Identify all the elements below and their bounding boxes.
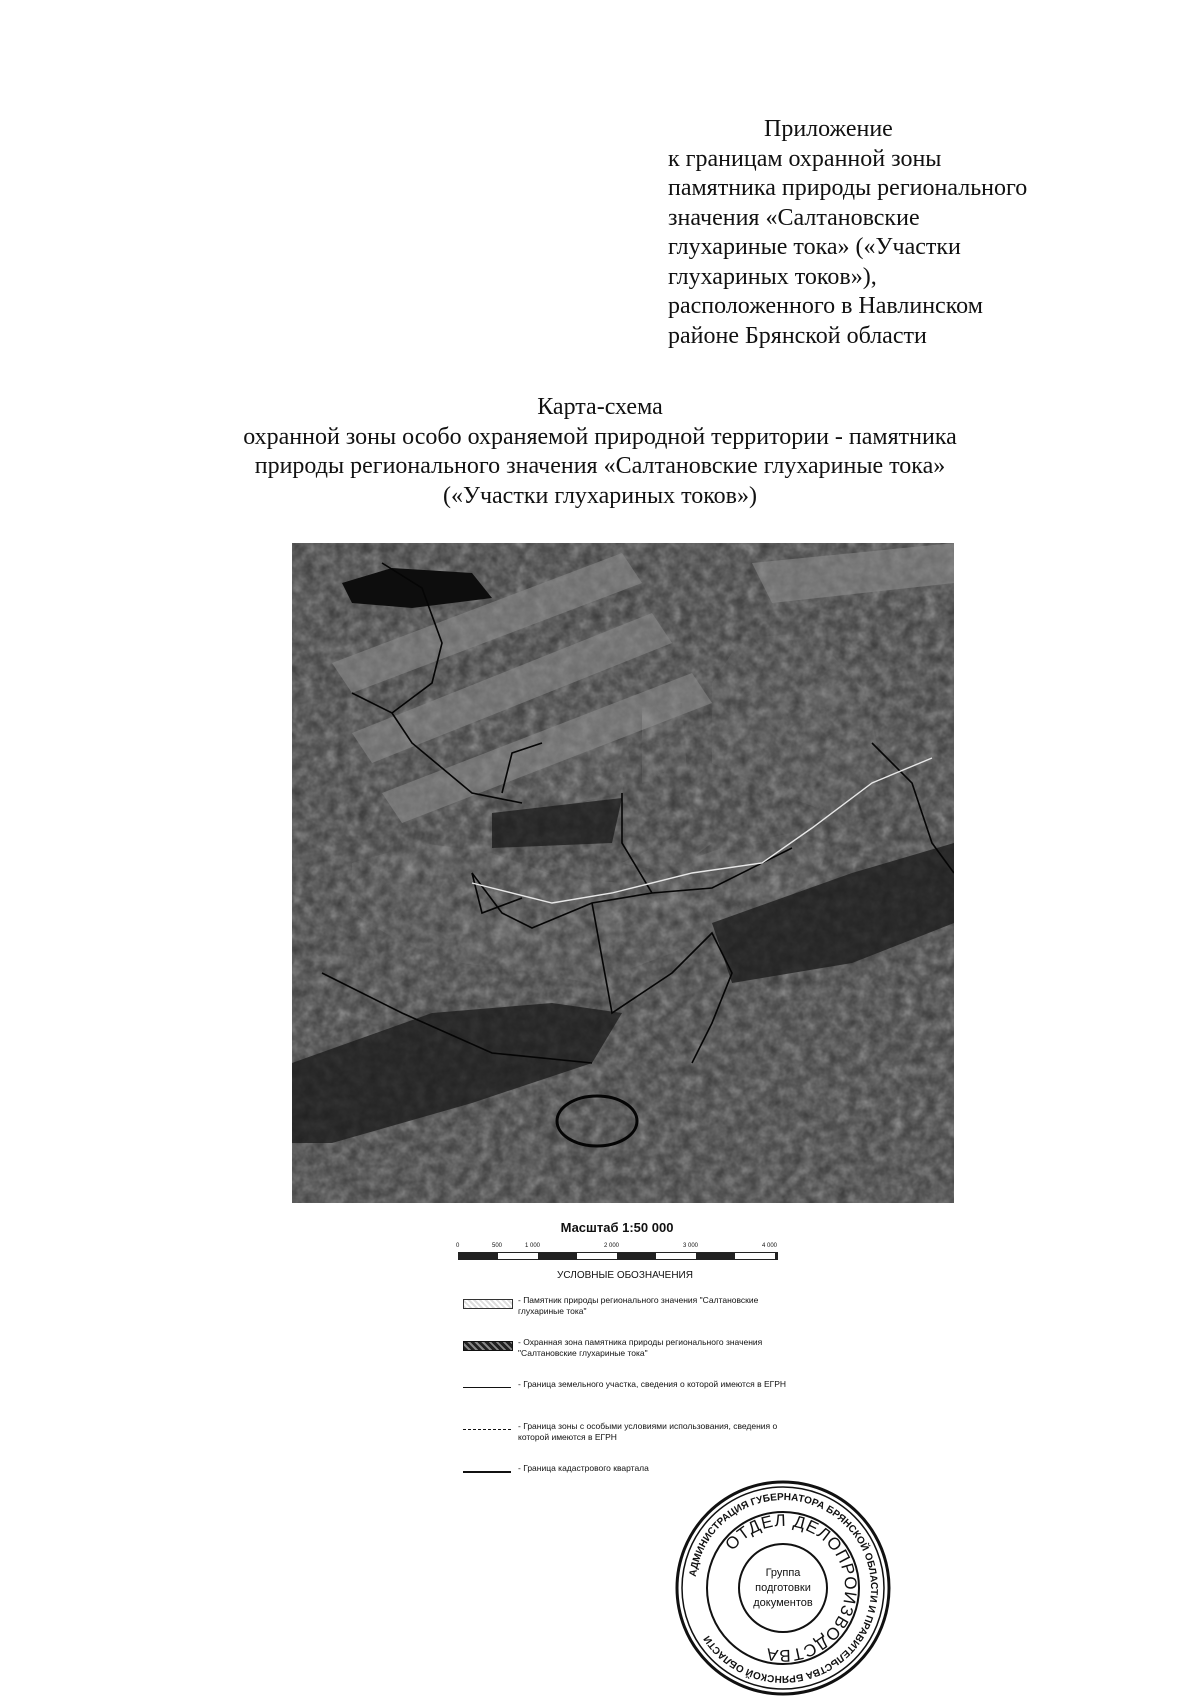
title-line: Карта-схема — [537, 394, 663, 420]
document-title — [150, 393, 1050, 511]
legend-text: - Охранная зона памятника природы регионального значения "Салтановские глухариные тока" — [518, 1337, 763, 1358]
appendix-line: глухариные тока» («Участки — [668, 234, 961, 260]
nature-monument-symbol — [463, 1299, 513, 1309]
legend-text: - Граница земельного участка, сведения о которой имеются в ЕГРН — [518, 1379, 787, 1389]
protection-zone-symbol — [463, 1341, 513, 1351]
appendix-line: глухариных токов»), — [668, 263, 877, 290]
scale-tick: 500 — [492, 1243, 503, 1249]
map-legend — [455, 1270, 795, 1505]
special-zone-line-symbol — [463, 1429, 511, 1430]
scale-title: Масштаб 1:50 000 — [560, 1220, 674, 1235]
appendix-line: к границам охранной зоны — [668, 145, 942, 172]
map-image — [292, 543, 954, 1203]
scale-tick: 4 000 — [762, 1243, 778, 1249]
legend-item — [455, 1379, 795, 1409]
title-line: охранной зоны особо охраняемой природной территории - памятника — [243, 423, 957, 450]
stamp-center-line: документов — [753, 1597, 813, 1609]
satellite-map — [292, 543, 954, 1203]
legend-item — [455, 1421, 795, 1451]
official-stamp — [673, 1478, 893, 1698]
stamp-ring-text: ОТДЕЛ ДЕЛОПРОИЗВОДСТВА — [721, 1510, 861, 1666]
appendix-line: значения «Салтановские — [668, 204, 920, 231]
stamp-seal-icon — [673, 1478, 893, 1698]
legend-text: - Граница зоны с особыми условиями использования, сведения о которой имеются в ЕГРН — [518, 1421, 778, 1442]
scale-tick: 2 000 — [604, 1243, 620, 1249]
scale-tick: 3 000 — [683, 1243, 699, 1249]
appendix-line: расположенного в Навлинском — [668, 293, 983, 319]
stamp-center-line: подготовки — [755, 1582, 811, 1594]
legend-item — [455, 1295, 795, 1325]
scale-tick: 1 000 — [525, 1243, 541, 1249]
appendix-line: районе Брянской области — [668, 322, 927, 349]
appendix-block — [668, 115, 1088, 351]
appendix-line: памятника природы регионального — [668, 175, 1028, 201]
legend-item — [455, 1337, 795, 1367]
legend-text: - Памятник природы регионального значения "Салтановские глухариные тока" — [518, 1295, 759, 1316]
land-plot-line-symbol — [463, 1387, 511, 1388]
scale-tick: 0 — [456, 1243, 460, 1249]
legend-title: УСЛОВНЫЕ ОБОЗНАЧЕНИЯ — [557, 1270, 693, 1281]
legend-text: - Граница кадастрового квартала — [518, 1463, 649, 1473]
scale-bar — [458, 1252, 778, 1260]
cadastral-line-symbol — [463, 1471, 511, 1473]
stamp-outer-text: АДМИНИСТРАЦИЯ ГУБЕРНАТОРА БРЯНСКОЙ ОБЛАСТИ И ПРАВИТЕЛЬСТВА БРЯНСКОЙ ОБЛАСТИ — [687, 1491, 880, 1685]
title-line: природы регионального значения «Салтановские глухариные тока» — [254, 453, 946, 479]
title-line: («Участки глухариных токов») — [442, 482, 758, 509]
stamp-center-line: Группа — [765, 1567, 801, 1579]
appendix-heading: Приложение — [764, 116, 893, 142]
